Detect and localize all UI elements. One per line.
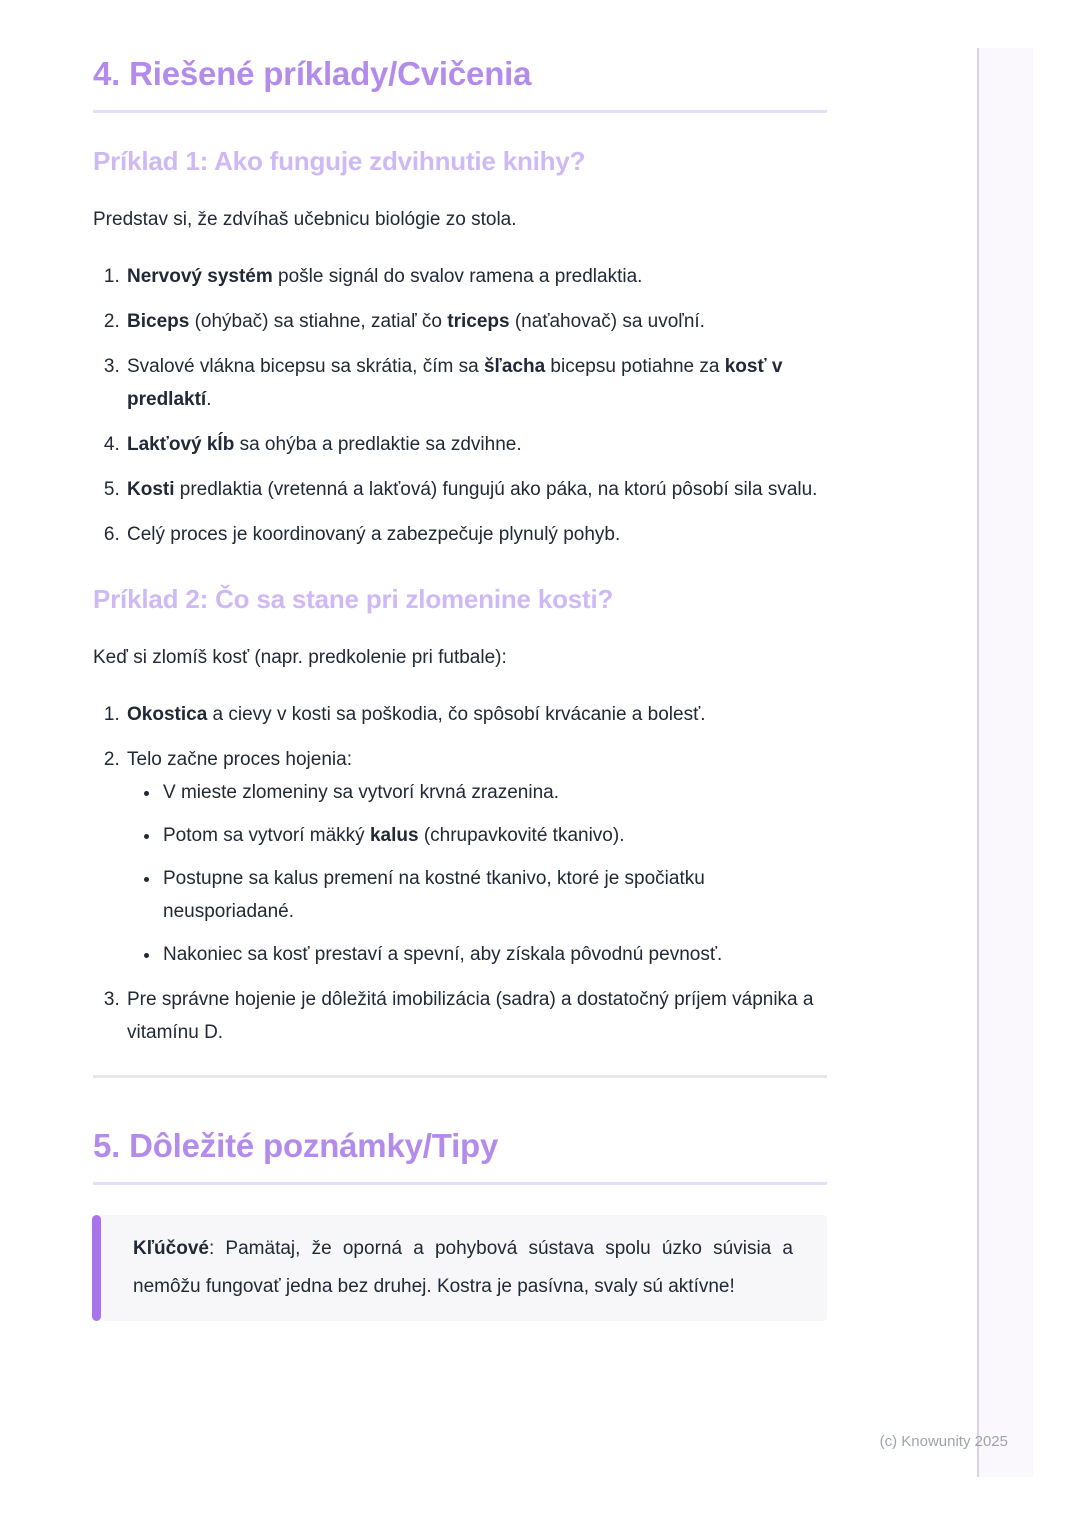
text: sa ohýba a predlaktie sa zdvihne. [234, 434, 522, 455]
sub-bullet-list [127, 776, 827, 971]
text: pošle signál do svalov ramena a predlaktia. [272, 266, 643, 287]
text: Nakoniec sa kosť prestaví a spevní, aby získala pôvodnú pevnosť. [163, 944, 723, 965]
list-item [125, 350, 827, 416]
section-divider [93, 1075, 827, 1078]
text: a cievy v kosti sa poškodia, čo spôsobí krvácanie a bolesť. [207, 704, 706, 725]
section-4-title: 4. Riešené príklady/Cvičenia [93, 54, 827, 113]
callout-accent-bar [92, 1215, 101, 1321]
list-item [125, 983, 827, 1049]
text: (chrupavkovité tkanivo). [418, 825, 625, 846]
bold-text: triceps [447, 311, 510, 332]
bullet-item [161, 776, 827, 809]
bold-text: Lakťový kĺb [127, 434, 235, 455]
example-1-intro: Predstav si, že zdvíhaš učebnicu biológie zo stola. [93, 209, 517, 230]
bold-text: kalus [369, 825, 419, 846]
text: Svalové vlákna bicepsu sa skrátia, čím sa [127, 356, 484, 377]
list-item [125, 260, 827, 293]
text: Pre správne hojenie je dôležitá imobilizácia (sadra) a dostatočný príjem vápnika a vitamínu D. [127, 989, 814, 1043]
text: Telo začne proces hojenia: [127, 749, 352, 770]
copyright-footer: (c) Knowunity 2025 [879, 1433, 1008, 1450]
document-content [93, 0, 827, 1321]
text: V mieste zlomeniny sa vytvorí krvná zrazenina. [163, 782, 559, 803]
example-2-steps-list [93, 698, 827, 1049]
list-item [125, 473, 827, 506]
text: predlaktia (vretenná a lakťová) fungujú ako páka, na ktorú pôsobí sila svalu. [174, 479, 818, 500]
example-1-steps-list [93, 260, 827, 551]
bold-text: šľacha [483, 356, 546, 377]
text: bicepsu potiahne za [545, 356, 725, 377]
list-item [125, 518, 827, 551]
bold-text: Kľúčové [133, 1238, 209, 1259]
section-5-title: 5. Dôležité poznámky/Tipy [93, 1126, 827, 1185]
bullet-item [161, 938, 827, 971]
text: Potom sa vytvorí mäkký [163, 825, 370, 846]
text: (ohýbač) sa stiahne, zatiaľ čo [189, 311, 448, 332]
list-item [125, 698, 827, 731]
example-1-heading: Príklad 1: Ako funguje zdvihnutie knihy? [93, 146, 586, 176]
example-2-heading: Príklad 2: Čo sa stane pri zlomenine kosti? [93, 584, 614, 614]
text: (naťahovač) sa uvoľní. [509, 311, 705, 332]
bold-text: Nervový systém [127, 266, 273, 287]
text: Celý proces je koordinovaný a zabezpečuje plynulý pohyb. [127, 524, 621, 545]
list-item [125, 743, 827, 971]
bold-text: kosť v predlaktí [127, 356, 783, 410]
text: Postupne sa kalus premení na kostné tkanivo, ktoré je spočiatku neusporiadané. [163, 868, 705, 922]
key-note-callout [93, 1215, 827, 1321]
list-item [125, 428, 827, 461]
page-edge-divider [977, 48, 1033, 1477]
example-2-intro: Keď si zlomíš kosť (napr. predkolenie pri futbale): [93, 647, 507, 668]
text: : Pamätaj, že oporná a pohybová sústava spolu úzko súvisia a nemôžu fungovať jedna bez druhej. Kostra je pasívna, svaly sú aktívne! [133, 1238, 793, 1297]
text: . [206, 389, 212, 410]
callout-text [133, 1238, 793, 1297]
bold-text: Okostica [127, 704, 208, 725]
bullet-item [161, 862, 827, 928]
bold-text: Biceps [127, 311, 190, 332]
list-item [125, 305, 827, 338]
bold-text: Kosti [127, 479, 175, 500]
bullet-item [161, 819, 827, 852]
